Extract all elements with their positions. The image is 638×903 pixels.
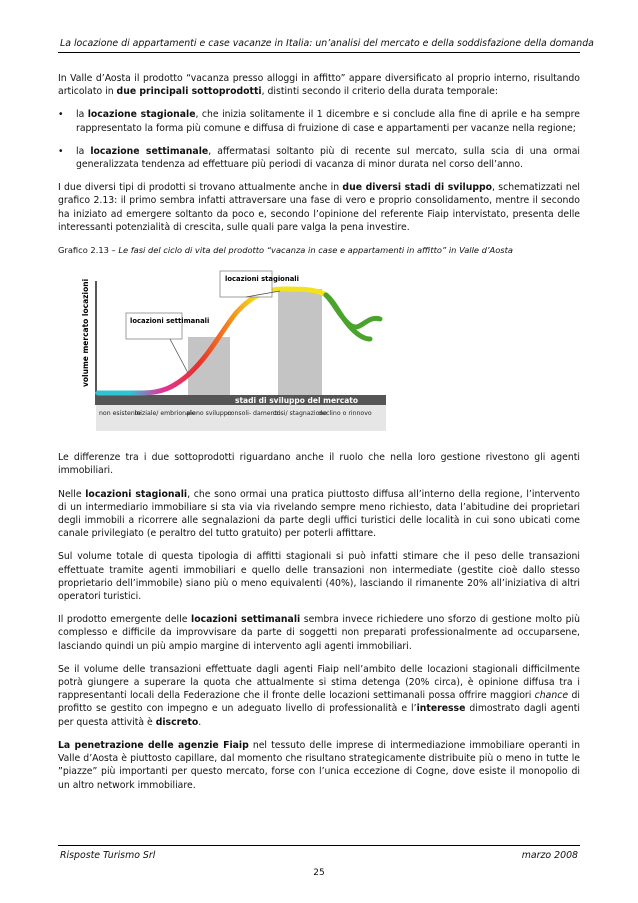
- callout-pointer: [170, 339, 188, 373]
- axis-label: stadi di sviluppo del mercato: [235, 396, 359, 406]
- bullet-item: • la locazione stagionale, che inizia solitamente il 1 dicembre e si conclude alla fine di aprile e ha sempre rappresentato la forma più comune e diffusa di fruizione di case e appartamenti per vacanze nella regione;: [58, 109, 580, 134]
- paragraph: La penetrazione delle agenzie Fiaip nel tessuto delle imprese di intermediazione immobiliare operanti in Valle d’Aosta è piuttosto capillare, dal momento che risultano strategicamente distribuite più o meno in tutte le ”piazze” più importanti per questo mercato, forse con l’unica eccezione di Cogne, dove esiste il monopolio di un altro network immobiliare.: [58, 739, 580, 791]
- y-axis-label: volume mercato locazioni: [81, 279, 90, 388]
- running-header: La locazione di appartamenti e case vacanze in Italia: un’analisi del mercato e della soddisfazione della domanda: [60, 38, 594, 49]
- footer-company: Risposte Turismo Srl: [60, 850, 156, 861]
- page-body: [58, 72, 580, 802]
- paragraph: Sul volume totale di questa tipologia di affitti stagionali si può infatti stimare che il peso delle transazioni effettuate tramite agenti immobiliari e quello delle transazioni non intermediate (gestite cioè dallo stesso proprietario dell’immobile) siano più o meno equivalenti (40%), lasciando il rimanente 20% all’iniziativa di altri operatori turistici.: [58, 551, 580, 603]
- renewal-branch: [326, 295, 380, 327]
- stage-column: [278, 289, 322, 405]
- paragraph: In Valle d’Aosta il prodotto “vacanza presso alloggi in affitto” appare diversificato al proprio interno, risultando articolato in due principali sottoprodotti, distinti secondo il criterio della durata temporale:: [58, 73, 580, 98]
- figure-caption: Grafico 2.13 – Le fasi del ciclo di vita del prodotto “vacanza in case e appartamenti in affitto” in Valle d’Aosta: [58, 245, 513, 256]
- paragraph: Se il volume delle transazioni effettuate dagli agenti Fiaip nell’ambito delle locazioni stagionali difficilmente potrà giungere a superare la quota che attualmente si stima detenga (20% circa), è opinione diffusa tra i rappresentanti locali della Federazione che il fronte delle locazioni settimanali possa offrire maggiori chance di profitto se gestito con impegno e un adeguato livello di professionalità e l’interesse dimostrato dagli agenti per questa attività è discreto.: [58, 663, 580, 728]
- stage-labels: [99, 410, 372, 417]
- page-number: 25: [313, 868, 325, 878]
- bullet-item: • la locazione settimanale, affermatasi soltanto più di recente sul mercato, sulla scia di una ormai generalizzata tendenza ad effettuare più periodi di vacanza di minor durata nel corso dell’anno.: [58, 145, 580, 171]
- paragraph: Il prodotto emergente delle locazioni settimanali sembra invece richiedere uno sforzo di gestione molto più complesso e difficile da improvvisare da parte di soggetti non preparati professionalmente ad occuparsene, lasciando quindi un più ampio margine di intervento agli agenti immobiliari.: [58, 614, 580, 652]
- stage-label: consoli- damento: [227, 410, 281, 418]
- paragraph: Nelle locazioni stagionali, che sono ormai una pratica piuttosto diffusa all’interno della regione, l’intervento di un intermediario immobiliare si sta via via rivelando sempre meno richiesto, data l’abitudine dei proprietari degli immobili a ricorrere alle segnalazioni da parte degli uffici turistici delle località in cui sono ubicati come canale privilegiato (e peraltro del tutto gratuito) per poterli affittare.: [58, 488, 580, 540]
- callout-settimanali-text: locazioni settimanali: [130, 317, 210, 326]
- lifecycle-svg: [70, 267, 490, 435]
- stage-label: declino o rinnovo: [318, 410, 372, 418]
- bullet-icon: •: [58, 109, 64, 121]
- stage-label: non esistente: [99, 410, 141, 418]
- stage-strip: [96, 405, 386, 431]
- bullet-icon: •: [58, 145, 64, 157]
- lifecycle-diagram: [70, 267, 490, 435]
- stage-label: pieno sviluppo: [186, 410, 232, 418]
- footer-date: marzo 2008: [521, 850, 578, 861]
- footer-rule: [58, 845, 580, 846]
- paragraph: I due diversi tipi di prodotti si trovano attualmente anche in due diversi stadi di sviluppo, schematizzati nel grafico 2.13: il primo sembra infatti attraversare una fase di vero e proprio consolidamento, mentre il secondo ha iniziato ad emergere soltanto da poco e, secondo l’opinione del referente Fiaip intervistato, presenta delle interessanti potenzialità di crescita, sulle quali pare valga la pena investire.: [58, 182, 580, 233]
- callout-stagionali-text: locazioni stagionali: [225, 275, 299, 284]
- header-rule: [58, 52, 580, 53]
- stage-label: iniziale/ embrionale: [134, 410, 196, 418]
- paragraph: Le differenze tra i due sottoprodotti riguardano anche il ruolo che nella loro gestione rivestono gli agenti immobiliari.: [58, 452, 580, 477]
- stage-label: crisi/ stagnazione: [272, 410, 328, 418]
